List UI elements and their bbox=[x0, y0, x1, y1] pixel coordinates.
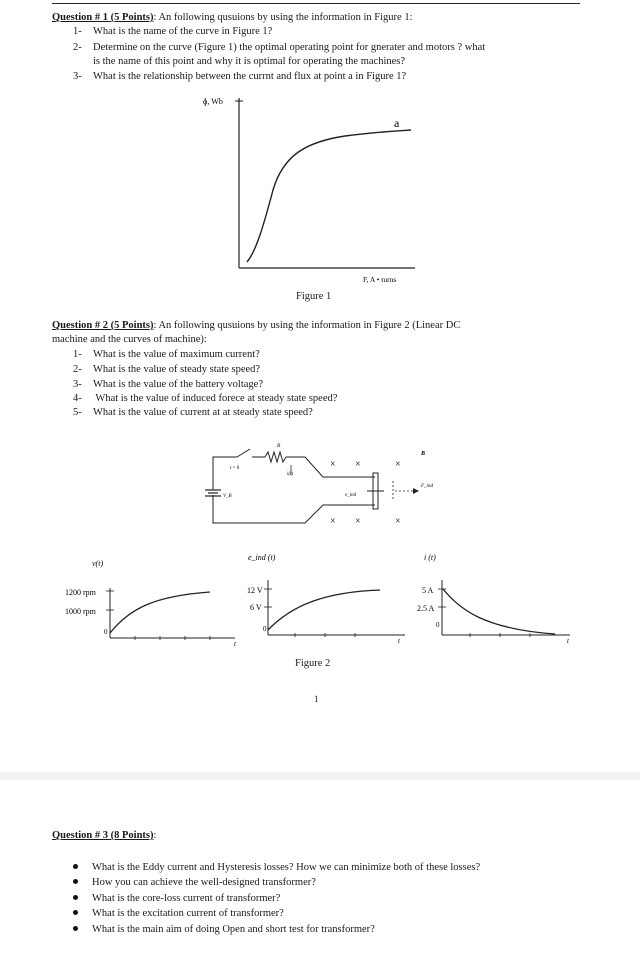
field-label: B bbox=[421, 451, 426, 457]
switch bbox=[237, 449, 250, 457]
speed-y-label: v(t) bbox=[92, 559, 104, 568]
current-y-label: i (t) bbox=[424, 553, 436, 562]
field-x-5: × bbox=[355, 516, 361, 527]
fig1-curve bbox=[247, 130, 411, 262]
q2-heading bbox=[52, 319, 460, 332]
emf-x-label: t bbox=[398, 637, 400, 645]
current-plot bbox=[410, 545, 585, 645]
emf-upper-tick-label: 12 V bbox=[247, 586, 263, 595]
fig1-y-label: ɸ, Wb bbox=[203, 97, 223, 106]
speed-x-label: t bbox=[234, 640, 236, 648]
force-label: F_ind bbox=[421, 484, 433, 489]
q2-item-2: 2- What is the value of steady state speed? bbox=[73, 364, 261, 375]
q3-bullet-4: What is the excitation current of transformer? bbox=[73, 907, 284, 920]
wire-left-top bbox=[213, 457, 237, 490]
q2-item-3: 3- What is the value of the battery voltage? bbox=[73, 379, 263, 390]
emf-origin: 0 bbox=[263, 625, 267, 633]
q1-title: Question # 1 (5 Points) bbox=[52, 12, 154, 23]
emf-label: e_ind bbox=[345, 493, 357, 498]
bullet-dot bbox=[73, 926, 78, 931]
q1-item-1: 1- What is the name of the curve in Figure 1? bbox=[73, 26, 273, 37]
page-number: 1 bbox=[314, 694, 319, 704]
rail-bottom bbox=[213, 495, 375, 523]
top-rule bbox=[52, 3, 580, 4]
fig1-x-label: F, A • turns bbox=[363, 275, 397, 284]
figure-2-caption: Figure 2 bbox=[295, 658, 331, 669]
q2-item-5: 5- What is the value of current at at steady state speed? bbox=[73, 407, 313, 418]
speed-plot bbox=[60, 548, 245, 648]
current-label: i(t) bbox=[287, 472, 294, 477]
switch-label: t = 0 bbox=[230, 466, 240, 471]
resistor-label: R bbox=[277, 443, 281, 449]
speed-origin: 0 bbox=[104, 628, 108, 636]
figure-2-linear-dc-machine bbox=[195, 435, 445, 535]
q3-title: Question # 3 (8 Points) bbox=[52, 830, 154, 841]
bullet-dot bbox=[73, 910, 78, 915]
q1-intro: : An following qusuions by using the information in Figure 1: bbox=[153, 12, 413, 23]
emf-lower-tick-label: 6 V bbox=[250, 603, 262, 612]
q2-intro: : An following qusuions by using the information in Figure 2 (Linear DC bbox=[153, 320, 461, 331]
figure-1-magnetization-curve bbox=[195, 90, 455, 290]
resistor bbox=[265, 452, 286, 462]
current-x-label: t bbox=[567, 637, 569, 645]
field-x-2: × bbox=[355, 459, 361, 470]
q1-item-2-cont: is the name of this point and why it is optimal for operating the machines? bbox=[93, 56, 406, 67]
speed-upper-tick-label: 1200 rpm bbox=[65, 588, 96, 597]
current-curve bbox=[443, 589, 555, 634]
q2-item-4: 4- What is the value of induced forece at steady state speed? bbox=[73, 393, 338, 404]
current-upper-tick-label: 5 A bbox=[422, 586, 434, 595]
emf-curve bbox=[268, 590, 380, 630]
q1-item-2: 2- Determine on the curve (Figure 1) the optimal operating point for gnerater and motors ? what bbox=[73, 42, 486, 53]
figure-1-caption: Figure 1 bbox=[296, 291, 332, 302]
q2-item-1: 1- What is the value of maximum current? bbox=[73, 349, 260, 360]
emf-plot bbox=[230, 545, 420, 645]
bullet-dot bbox=[73, 864, 78, 869]
q1-item-3: 3- What is the relationship between the currnt and flux at point a in Figure 1? bbox=[73, 71, 407, 82]
bullet-dot bbox=[73, 895, 78, 900]
fig1-point-a: a bbox=[394, 116, 400, 130]
q3-bullet-2: How you can achieve the well-designed transformer? bbox=[73, 876, 316, 889]
field-x-1: × bbox=[330, 459, 336, 470]
current-origin: 0 bbox=[436, 621, 440, 629]
q3-colon: : bbox=[153, 830, 157, 841]
speed-lower-tick-label: 1000 rpm bbox=[65, 607, 96, 616]
field-x-3: × bbox=[395, 459, 401, 470]
battery-label: V_B bbox=[223, 494, 232, 499]
q3-bullet-5: What is the main aim of doing Open and short test for transformer? bbox=[73, 923, 375, 936]
force-arrow-head bbox=[413, 488, 419, 494]
page-divider bbox=[0, 772, 640, 780]
q1-heading bbox=[52, 11, 413, 24]
q3-bullet-1: What is the Eddy current and Hysteresis losses? How we can minimize both of these losses? bbox=[73, 861, 480, 874]
bullet-dot bbox=[73, 879, 78, 884]
q2-title: Question # 2 (5 Points) bbox=[52, 320, 154, 331]
field-x-6: × bbox=[395, 516, 401, 527]
current-lower-tick-label: 2.5 A bbox=[417, 604, 435, 613]
speed-curve bbox=[110, 592, 210, 633]
q2-intro-cont: machine and the curves of machine): bbox=[52, 334, 207, 345]
q3-heading bbox=[52, 829, 156, 842]
q3-bullet-3: What is the core-loss current of transformer? bbox=[73, 892, 280, 905]
field-x-4: × bbox=[330, 516, 336, 527]
emf-y-label: e_ind (t) bbox=[248, 553, 276, 562]
